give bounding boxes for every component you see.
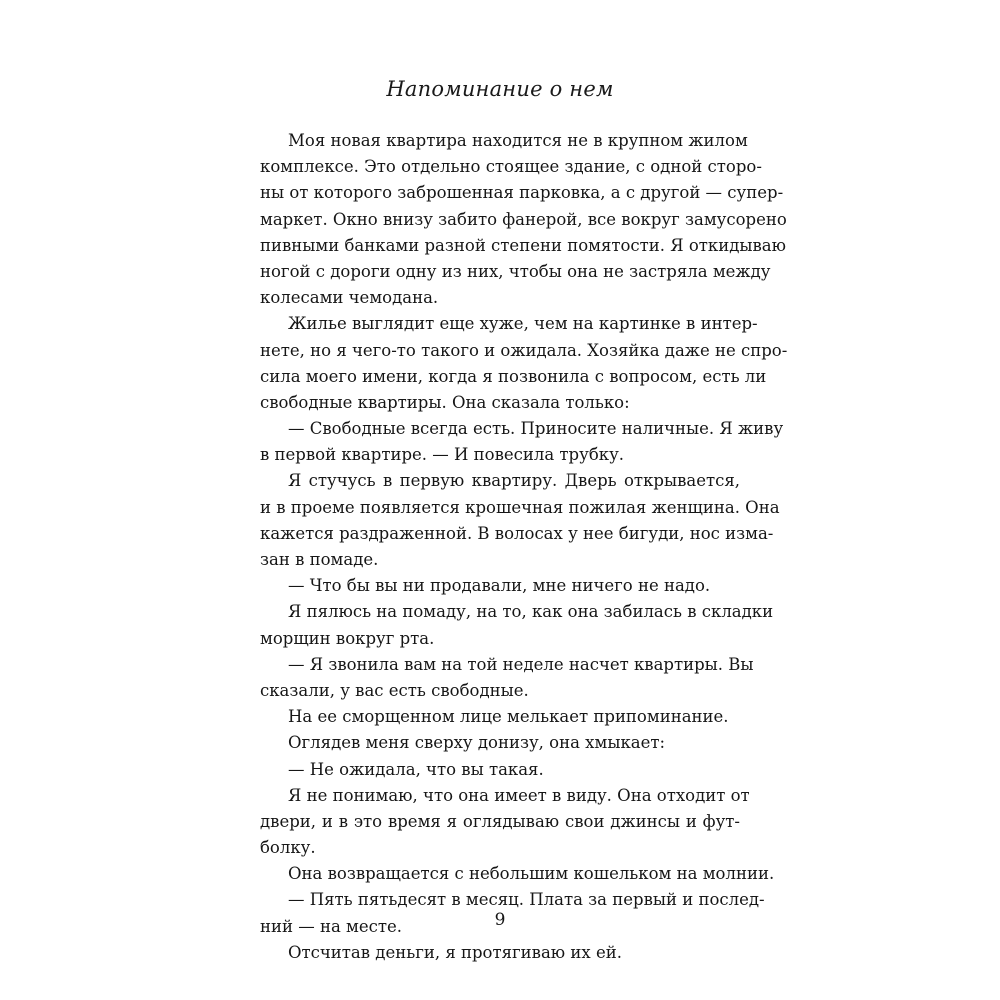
- page-number: 9: [494, 910, 506, 930]
- paragraph-last-line: зан в помаде.: [260, 550, 379, 569]
- paragraph-line: Она возвращается с небольшим кошельком на молнии.: [288, 864, 775, 884]
- paragraph-line: сила моего имени, когда я позвонила с вопросом, есть ли: [260, 366, 767, 386]
- body-text: [260, 128, 788, 966]
- paragraph-line: двери, и в это время я оглядываю свои джинсы и фут-: [260, 811, 740, 831]
- paragraph-line: ны от которого заброшенная парковка, а с другой — супер-: [260, 183, 784, 203]
- paragraph-line: Оглядев меня сверху донизу, она хмыкает:: [288, 733, 666, 753]
- paragraph-line: Отсчитав деньги, я протягиваю их ей.: [288, 942, 622, 962]
- paragraph-first-line: Я стучусь в первую квартиру. Дверь открывается,: [288, 471, 740, 491]
- paragraph-first-line: Я не понимаю, что она имеет в виду. Она отходит от: [288, 785, 750, 805]
- paragraph-first-line: Моя новая квартира находится не в крупном жилом: [288, 131, 748, 150]
- paragraph-line: комплексе. Это отдельно стоящее здание, с одной сторо-: [260, 157, 762, 177]
- dialogue-line: — Что бы вы ни продавали, мне ничего не надо.: [288, 576, 711, 596]
- paragraph-line: нете, но я чего-то такого и ожидала. Хозяйка даже не спро-: [260, 340, 788, 360]
- paragraph-last-line: колесами чемодана.: [260, 288, 439, 308]
- paragraph-first-line: Жилье выглядит еще хуже, чем на картинке в интер-: [288, 314, 758, 334]
- dialogue-last-line: ний — на месте.: [260, 916, 403, 936]
- dialogue-last-line: в первой квартире. — И повесила трубку.: [260, 445, 625, 465]
- paragraph-last-line: болку.: [260, 838, 316, 858]
- paragraph-line: ногой с дороги одну из них, чтобы она не застряла между: [260, 261, 771, 281]
- dialogue-first-line: — Свободные всегда есть. Приносите наличные. Я живу: [288, 419, 784, 439]
- paragraph-last-line: свободные квартиры. Она сказала только:: [260, 392, 630, 412]
- paragraph-line: маркет. Окно внизу забито фанерой, все вокруг замусорено: [260, 209, 787, 229]
- dialogue-first-line: — Пять пятьдесят в месяц. Плата за первый и послед-: [288, 890, 765, 910]
- paragraph-last-line: морщин вокруг рта.: [260, 628, 435, 648]
- paragraph-line: кажется раздраженной. В волосах у нее бигуди, нос изма-: [260, 523, 774, 543]
- paragraph-line: пивными банками разной степени помятости. Я откидываю: [260, 235, 787, 255]
- running-header-title: Напоминание о нем: [386, 77, 614, 101]
- dialogue-line: — Не ожидала, что вы такая.: [288, 759, 544, 779]
- paragraph-first-line: Я пялюсь на помаду, на то, как она забилась в складки: [288, 602, 774, 622]
- paragraph-line: На ее сморщенном лице мелькает припоминание.: [288, 707, 729, 727]
- dialogue-last-line: сказали, у вас есть свободные.: [260, 680, 529, 700]
- paragraph-line: и в проеме появляется крошечная пожилая женщина. Она: [260, 497, 780, 517]
- dialogue-first-line: — Я звонила вам на той неделе насчет квартиры. Вы: [288, 654, 754, 674]
